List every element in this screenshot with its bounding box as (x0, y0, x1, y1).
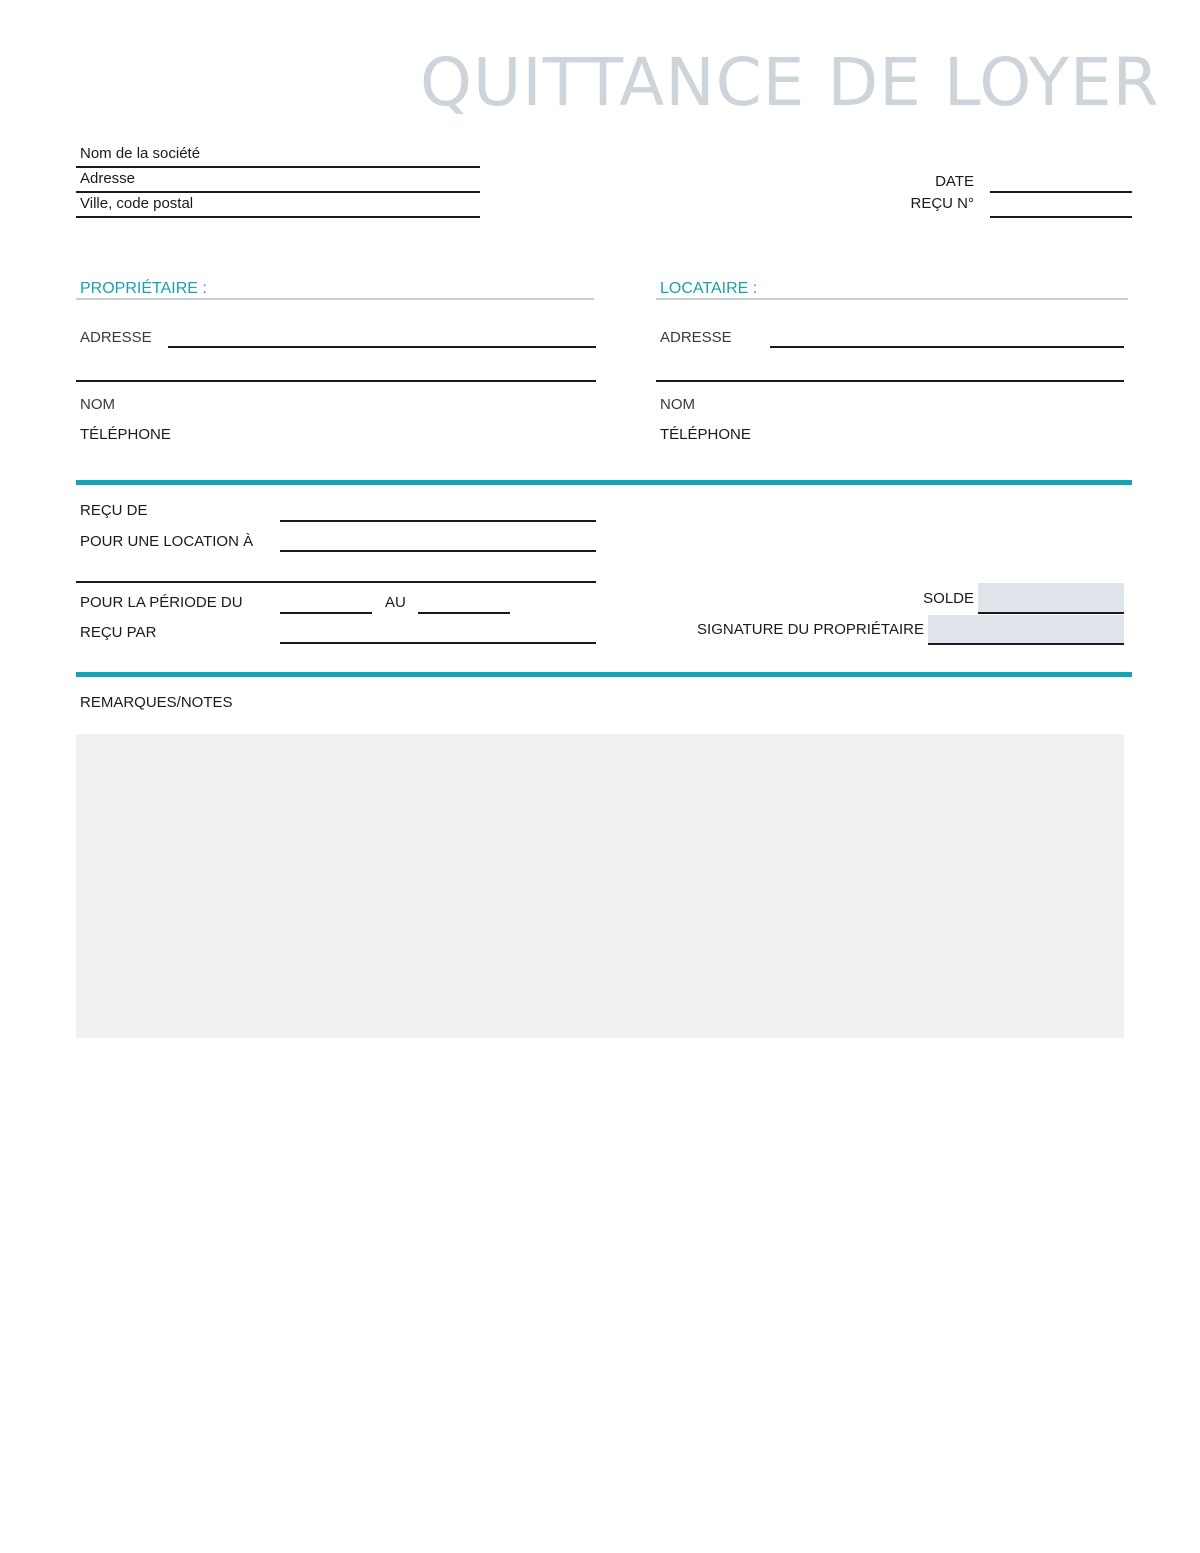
company-city-label: Ville, code postal (80, 195, 194, 212)
rental-for-label: POUR UNE LOCATION À (80, 533, 254, 550)
owner-address-line-2[interactable] (76, 380, 596, 382)
notes-label: REMARQUES/NOTES (80, 694, 233, 711)
owner-address-line-1[interactable] (168, 346, 596, 348)
rental-for-field[interactable] (280, 550, 596, 552)
tenant-address-label: ADRESSE (660, 329, 732, 346)
receipt-number-label: REÇU N° (910, 195, 974, 212)
tenant-address-line-2[interactable] (656, 380, 1124, 382)
tenant-address-line-1[interactable] (770, 346, 1124, 348)
company-name-label: Nom de la société (80, 145, 201, 162)
period-from-field[interactable] (280, 612, 372, 614)
tenant-heading: LOCATAIRE : (660, 280, 758, 297)
owner-heading: PROPRIÉTAIRE : (80, 280, 207, 297)
period-to-label: AU (385, 594, 406, 611)
received-from-field[interactable] (280, 520, 596, 522)
tenant-name-label: NOM (660, 396, 695, 413)
company-name-line[interactable] (76, 166, 480, 168)
tenant-phone-label: TÉLÉPHONE (660, 426, 751, 443)
received-by-label: REÇU PAR (80, 624, 157, 641)
owner-name-label: NOM (80, 396, 115, 413)
received-by-field[interactable] (280, 642, 596, 644)
date-field[interactable] (990, 191, 1132, 193)
rental-for-field-line-2[interactable] (76, 581, 596, 583)
period-from-label: POUR LA PÉRIODE DU (80, 594, 243, 611)
receipt-number-field[interactable] (990, 216, 1132, 218)
balance-label: SOLDE (923, 590, 974, 607)
owner-heading-rule (76, 298, 594, 300)
notes-area[interactable] (76, 734, 1124, 1038)
signature-field[interactable] (928, 615, 1124, 645)
company-city-line[interactable] (76, 216, 480, 218)
signature-label: SIGNATURE DU PROPRIÉTAIRE (697, 621, 924, 638)
owner-phone-label: TÉLÉPHONE (80, 426, 171, 443)
document-title: QUITTANCE DE LOYER (420, 44, 1160, 121)
section-divider-bottom (76, 672, 1132, 677)
received-from-label: REÇU DE (80, 502, 148, 519)
section-divider-top (76, 480, 1132, 485)
tenant-heading-rule (656, 298, 1128, 300)
company-address-label: Adresse (80, 170, 136, 187)
balance-field[interactable] (978, 583, 1124, 614)
period-to-field[interactable] (418, 612, 510, 614)
owner-address-label: ADRESSE (80, 329, 152, 346)
date-label: DATE (935, 173, 974, 190)
company-address-line[interactable] (76, 191, 480, 193)
